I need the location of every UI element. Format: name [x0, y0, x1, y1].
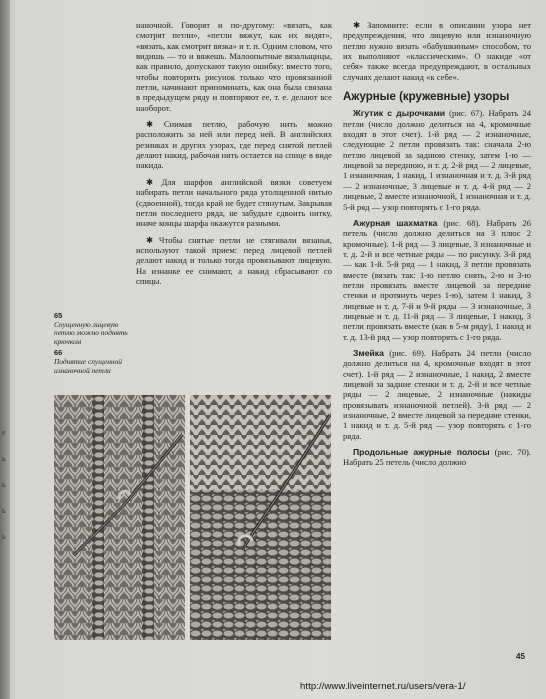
- paragraph-continued: наночной. Говорят и по-другому: «вязать, как смотрят петли», «петли вяжут, как их видят», «вязать, как смотрит вязка» и т. п. Одним словом, что видишь — то и вяжешь. Малоопытные вязальщицы, как правило, допускают такую ошибку: вместо того, чтобы повторить рисунок только что провязанной петли, начинают припоминать, как она была связана в предыдущем ряду и повторяют ее, т. е. делают все наоборот.: [136, 20, 332, 113]
- caption-65: [54, 312, 134, 346]
- tip-slipping-stitch: ✱ Снимая петлю, рабочую нить можно расположить за ней или перед ней. В английских резинках и других узорах, где перед снятой петлей делают накид, рабочая нить остается на спице в виде накида.: [136, 119, 332, 171]
- figure-captions: [54, 312, 134, 375]
- pattern-name: Змейка: [353, 347, 384, 358]
- pattern-text: (рис. 70). Набрать 25 петель (число должно: [343, 447, 531, 468]
- margin-letter: ь: [2, 506, 6, 515]
- pattern-text: (рис. 67). Набрать 24 петли (число должно делиться на 4, кромочные входят в этот счет). 1-й ряд — 2 изнаночные, следующие 2 петли провязать так: сначала 2-ю петлю лицевой за заднюю стенку, затем 1-ю — лицевой за переднюю, и т. д. 2-й ряд — 2 лицевые, 1 изнаночная, 1 накид, 1 изнаночная и т. д. 3-й ряд — 2 изнаночные, 3 лицевые и т. д. 4-й ряд — 2 лицевые, 2 вместе изнаночной, 1 изнаночная и т. д. 5-й ряд — узор повторять с 1-го ряда.: [343, 108, 531, 212]
- pattern-zmeyka: [343, 348, 531, 441]
- knit-photo-right: [190, 395, 331, 640]
- knit-photo-left: [54, 395, 185, 640]
- note-remember: ✱ Запомните: если в описании узора нет предупреждения, что лицевую или изнаночную петлю нужно вязать «бабушкиным» способом, то их выполняют «классическим». О накиде «от себя» также всегда предупреждают, в остальных случаях делают накид «к себе».: [343, 20, 531, 82]
- caption-text: Спущенную лицевую петлю можно поднять крючком: [54, 319, 128, 346]
- pattern-shakhmatka: [343, 218, 531, 342]
- caption-number: 65: [54, 311, 63, 320]
- pattern-text: (рис. 69). Набрать 24 петли (число должно делиться на 4, кромочные входят в этот счет). 1-й ряд — 2 изнаночные, 1 накид, 2 вместе лицевой за задние стенки и т. д. 2-й и все четные ряды — 2 лицевые, 2 изнаночные (накиды провязывать изнаночной петлей). 3-й ряд — 2 изнаночные, 2 вместе лицевой за передние стенки, 1 накид и т. д. 5-й ряд — узор повторять с 1-го ряда.: [343, 347, 531, 441]
- caption-text: Поднятие спущенной изнаночной петли: [54, 356, 122, 375]
- tip-slipped-loops: ✱ Чтобы снятые петли не стягивали вязанья, используют такой прием: перед лицевой петлей делают накид и только тогда провязывают лицевую. На изнанке ее снимают, а накид сбрасывают со спицы.: [136, 234, 332, 286]
- pattern-name: Ажурная шахматка: [353, 217, 438, 228]
- caption-number: 66: [54, 348, 63, 358]
- middle-text-column: [136, 20, 332, 292]
- pattern-name: Продольные ажурные полосы: [353, 447, 490, 458]
- margin-letters: [2, 420, 6, 550]
- tip-scarves: ✱ Для шарфов английской вязки советуем набирать петли начального ряда утолщенной нитью (сдвоенной), тогда край не будет стянутым. Закрывая петли последнего ряда, не забудьте сдвоить нитку, иначе концы шарфа окажутся разными.: [136, 176, 332, 229]
- pattern-zhgutik: [343, 108, 531, 211]
- pattern-text: (рис. 68). Набрать 26 петель (число должно делиться на 3 плюс 2 кромочные). 1-й ряд — 3 лицевые, 3 изнаночные и т. д. 2-й и все четные ряды — по рисунку. 3-й ряд — как 1-й. 5-й ряд — 1 накид, 3 петли провязать вместе (вязать так: 1-ю петлю снять, 2-ю и 3-ю петли провязать вместе лицевой за передние стенки и протянуть через 1-ю), затем 1 накид, 3 лицевые и т. д. 7-й и 9-й ряды — 3 изнаночные, 3 лицевые и т. д. 11-й ряд — 3 лицевые, 1 накид, 3 петли провязать вместе (как в 5-м ряду), 1 накид и т. д. 13-й ряд — узор повторять с 1-го ряда.: [343, 217, 531, 342]
- margin-letter: е: [2, 428, 6, 437]
- pattern-name: Жгутик с дырочками: [353, 108, 446, 119]
- caption-66: [54, 349, 134, 375]
- margin-letter: ь: [2, 454, 6, 463]
- margin-letter: ь: [2, 532, 6, 541]
- right-text-column: [343, 20, 531, 474]
- page-number: 45: [516, 652, 525, 661]
- margin-letter: ь: [2, 480, 6, 489]
- section-title: Ажурные (кружевные) узоры: [343, 91, 510, 104]
- footer-url[interactable]: http://www.liveinternet.ru/users/vera-1/: [300, 681, 466, 692]
- pattern-polosy: [343, 447, 531, 468]
- page-fold-edge: [0, 0, 10, 699]
